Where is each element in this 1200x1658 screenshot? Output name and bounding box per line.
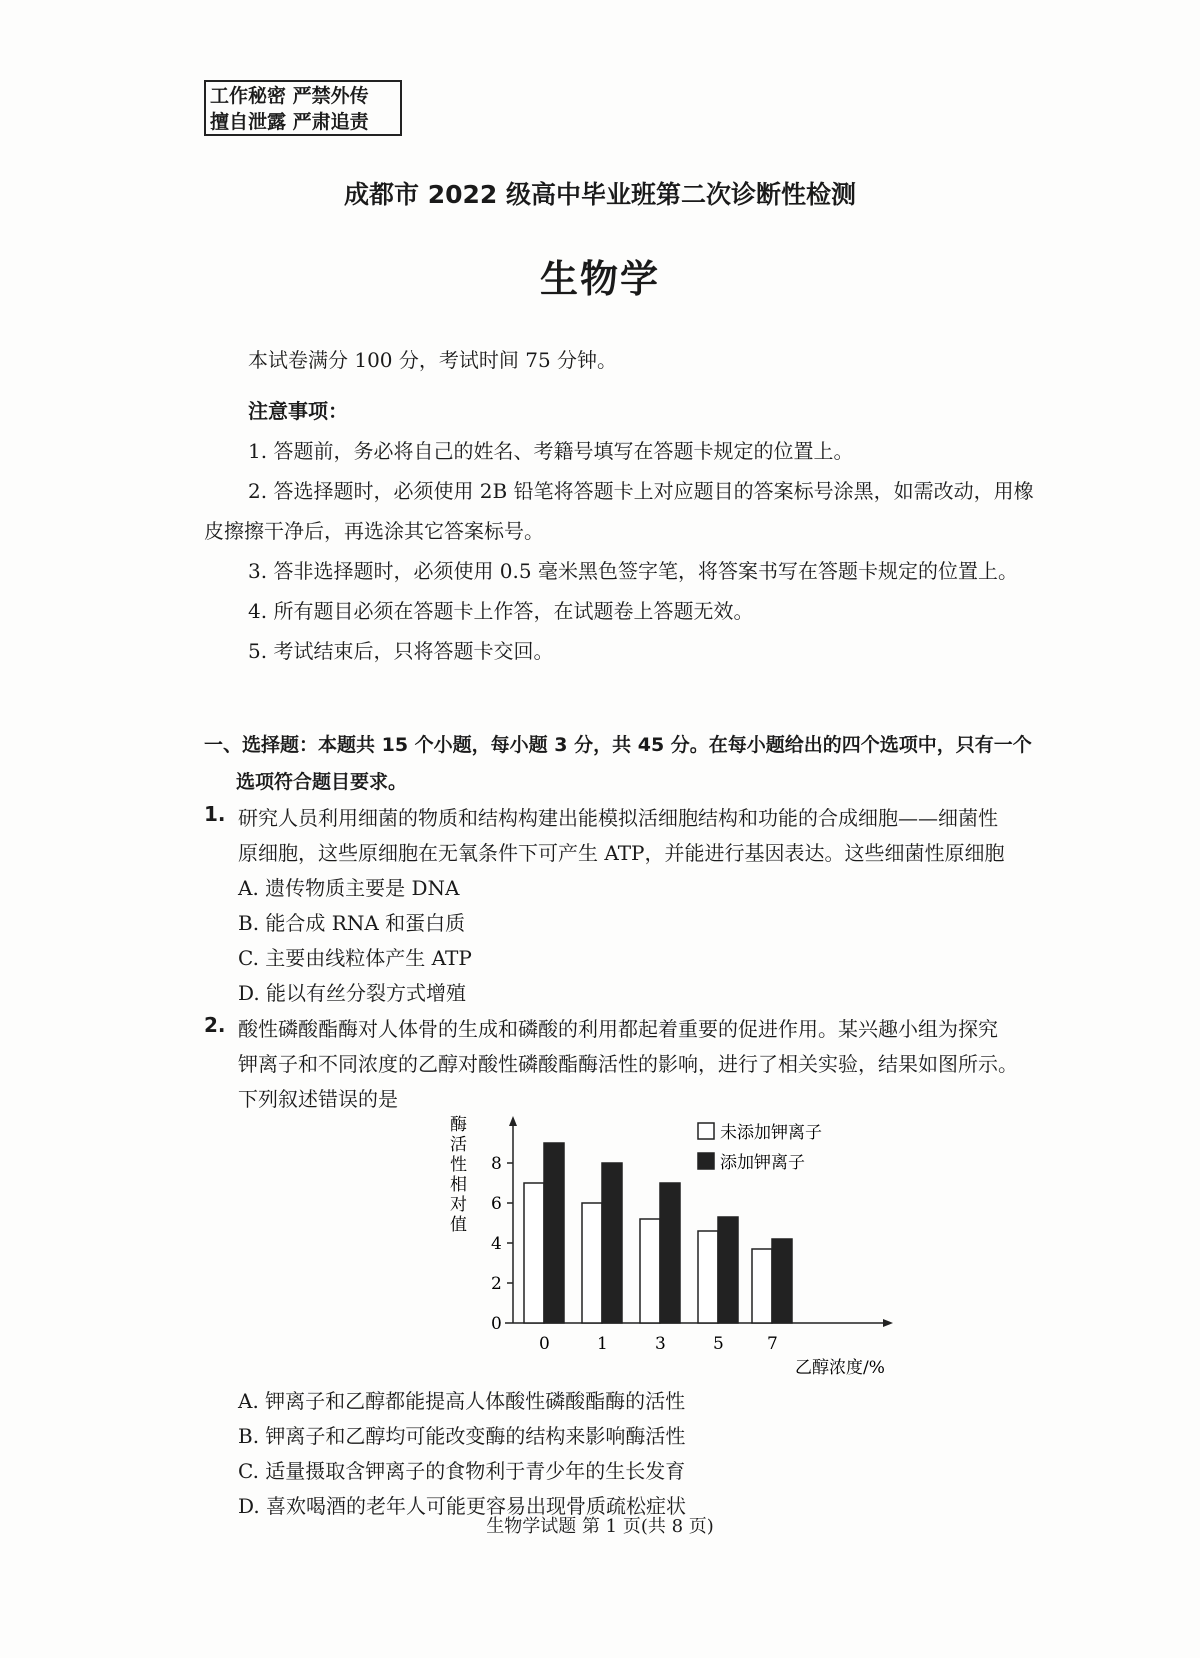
bar xyxy=(602,1163,622,1323)
x-tick-label: 5 xyxy=(713,1334,724,1354)
y-label-char: 相 xyxy=(450,1175,467,1195)
option-d: D. 能以有丝分裂方式增殖 xyxy=(238,981,467,1005)
question-stem: 原细胞，这些原细胞在无氧条件下可产生 ATP，并能进行基因表达。这些细菌性原细胞 xyxy=(238,841,1005,865)
legend-label: 添加钾离子 xyxy=(720,1153,805,1173)
x-axis-label: 乙醇浓度/% xyxy=(795,1358,885,1378)
exam-title: 成都市 2022 级高中毕业班第二次诊断性检测 xyxy=(344,180,856,209)
question-stem: 酸性磷酸酯酶对人体骨的生成和磷酸的利用都起着重要的促进作用。某兴趣小组为探究 xyxy=(238,1017,998,1041)
bar xyxy=(718,1217,738,1323)
option-c: C. 适量摄取含钾离子的食物利于青少年的生长发育 xyxy=(238,1459,686,1483)
y-tick-label: 6 xyxy=(491,1194,502,1214)
y-axis-arrow xyxy=(509,1116,517,1126)
bar xyxy=(582,1203,602,1323)
bar xyxy=(772,1239,792,1323)
legend-label: 未添加钾离子 xyxy=(720,1123,822,1143)
enzyme-activity-chart xyxy=(450,1108,920,1383)
x-tick-label: 3 xyxy=(655,1334,666,1354)
notice-item: 3. 答非选择题时，必须使用 0.5 毫米黑色签字笔，将答案书写在答题卡规定的位置上。 xyxy=(248,559,1018,583)
y-axis-label xyxy=(450,1115,467,1235)
bar xyxy=(640,1219,660,1323)
y-tick-label: 0 xyxy=(491,1314,502,1334)
question-stem: 下列叙述错误的是 xyxy=(238,1087,398,1111)
y-ticks xyxy=(491,1154,513,1334)
y-label-char: 活 xyxy=(450,1135,467,1155)
y-tick-label: 2 xyxy=(491,1274,502,1294)
bar xyxy=(752,1249,772,1323)
question-number: 1. xyxy=(204,802,226,826)
exam-info: 本试卷满分 100 分，考试时间 75 分钟。 xyxy=(248,348,618,372)
section-heading-line-2: 选项符合题目要求。 xyxy=(236,771,408,793)
notice-item: 5. 考试结束后，只将答题卡交回。 xyxy=(248,639,554,663)
confidential-notice-box xyxy=(204,80,402,136)
legend-swatch xyxy=(698,1123,714,1139)
question-stem: 钾离子和不同浓度的乙醇对酸性磷酸酯酶活性的影响，进行了相关实验，结果如图所示。 xyxy=(238,1052,1018,1076)
chart-legend xyxy=(698,1123,822,1173)
option-c: C. 主要由线粒体产生 ATP xyxy=(238,946,472,970)
notice-item: 4. 所有题目必须在答题卡上作答，在试题卷上答题无效。 xyxy=(248,599,754,623)
x-ticks xyxy=(539,1334,778,1354)
confidential-line-1: 工作秘密 严禁外传 xyxy=(210,85,369,107)
y-label-char: 值 xyxy=(450,1215,467,1235)
option-a: A. 钾离子和乙醇都能提高人体酸性磷酸酯酶的活性 xyxy=(238,1389,686,1413)
notice-item: 1. 答题前，务必将自己的姓名、考籍号填写在答题卡规定的位置上。 xyxy=(248,439,854,463)
x-tick-label: 1 xyxy=(597,1334,608,1354)
confidential-line-2: 擅自泄露 严肃追责 xyxy=(210,111,369,133)
y-label-char: 性 xyxy=(450,1155,467,1175)
notice-item-continuation: 皮擦擦干净后，再选涂其它答案标号。 xyxy=(204,519,544,543)
y-label-char: 酶 xyxy=(450,1115,467,1135)
option-a: A. 遗传物质主要是 DNA xyxy=(238,876,460,900)
question-number: 2. xyxy=(204,1013,226,1037)
x-axis-arrow xyxy=(883,1319,893,1327)
y-tick-label: 4 xyxy=(491,1234,502,1254)
x-tick-label: 7 xyxy=(767,1334,778,1354)
section-heading: 一、选择题：本题共 15 个小题，每小题 3 分，共 45 分。在每小题给出的四个选项中，只有一个 xyxy=(204,734,1032,756)
x-tick-label: 0 xyxy=(539,1334,550,1354)
y-label-char: 对 xyxy=(450,1195,467,1215)
legend-swatch xyxy=(698,1153,714,1169)
question-stem: 研究人员利用细菌的物质和结构构建出能模拟活细胞结构和功能的合成细胞——细菌性 xyxy=(238,806,998,830)
notice-item: 2. 答选择题时，必须使用 2B 铅笔将答题卡上对应题目的答案标号涂黑，如需改动，用橡 xyxy=(248,479,1034,503)
option-b: B. 钾离子和乙醇均可能改变酶的结构来影响酶活性 xyxy=(238,1424,686,1448)
option-b: B. 能合成 RNA 和蛋白质 xyxy=(238,911,466,935)
bar xyxy=(544,1143,564,1323)
bar xyxy=(524,1183,544,1323)
notice-title: 注意事项： xyxy=(248,399,348,423)
page-footer: 生物学试题 第 1 页(共 8 页) xyxy=(486,1516,714,1537)
subject-title: 生物学 xyxy=(539,257,660,301)
y-tick-label: 8 xyxy=(491,1154,502,1174)
bar xyxy=(698,1231,718,1323)
option-d: D. 喜欢喝酒的老年人可能更容易出现骨质疏松症状 xyxy=(238,1494,687,1518)
bar xyxy=(660,1183,680,1323)
